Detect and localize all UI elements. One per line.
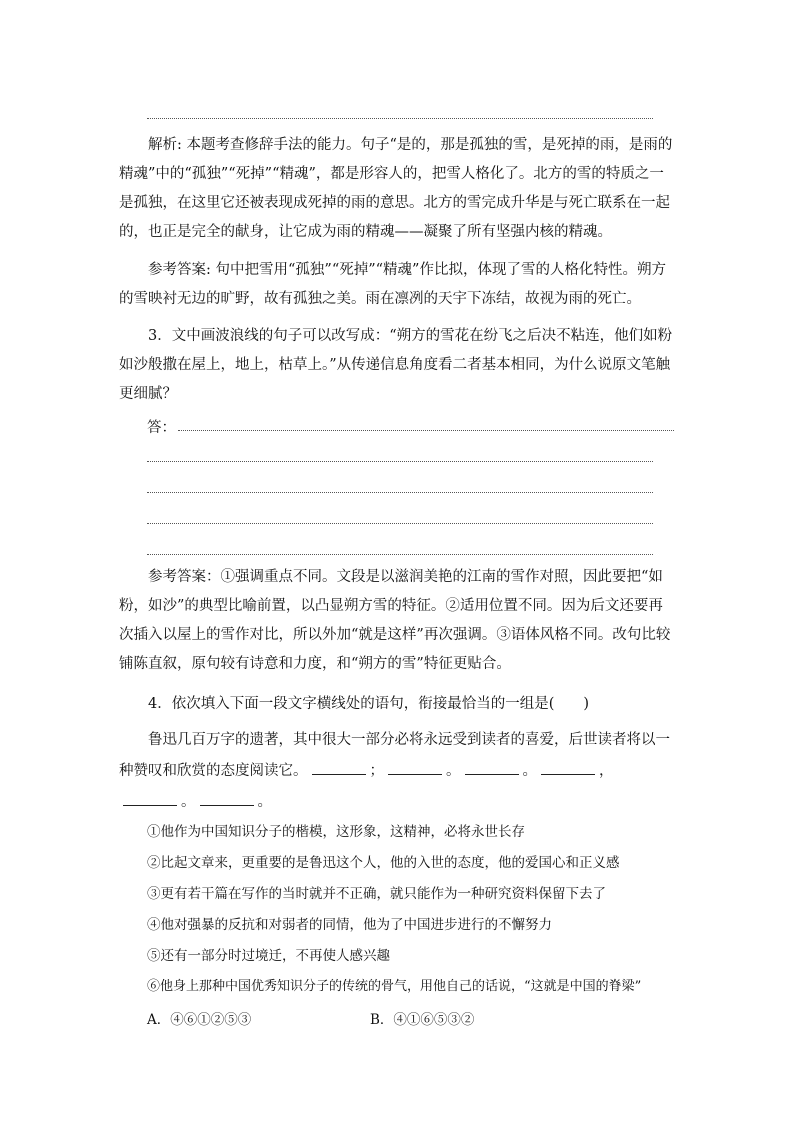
answer-label: 答：	[147, 420, 176, 436]
sep-4: ，	[599, 763, 614, 779]
sep-3: 。	[522, 763, 537, 779]
reference-answer-2	[119, 256, 675, 314]
option-1: ①他作为中国知识分子的楷模，这形象，这精神，必将永世长存	[147, 824, 525, 840]
question-4-stem: 4．依次填入下面一段文字横线处的语句，衔接最恰当的一组是( )	[148, 696, 590, 712]
blank-5[interactable]	[123, 804, 177, 806]
option-6: ⑥他身上那种中国优秀知识分子的传统的骨气，用他自己的话说，“这就是中国的脊梁”	[147, 979, 642, 994]
answer-line-4[interactable]	[147, 523, 653, 524]
blank-3[interactable]	[465, 773, 519, 775]
answer-line-1[interactable]	[178, 430, 674, 431]
option-5: ⑤还有一部分时过境迁，不再使人感兴趣	[147, 948, 390, 964]
blank-4[interactable]	[541, 773, 595, 775]
blank-6[interactable]	[200, 804, 254, 806]
choice-b[interactable]: B．④①⑥⑤③②	[370, 1012, 475, 1028]
blank-2[interactable]	[388, 773, 442, 775]
reference-answer-2-text: 参考答案: 句中把雪用“孤独”“死掉”“精魂”作比拟，体现了雪的人格化特性。朔方的雪映衬无边的旷野，故有孤独之美。雨在凛冽的天宇下冻结，故视为雨的死亡。	[119, 262, 666, 307]
question-3-text: 3．文中画波浪线的句子可以改写成：“朔方的雪花在纷飞之后决不粘连，他们如粉如沙般撒在屋上，地上，枯草上。”从传递信息角度看二者基本相同，为什么说原文笔触更细腻？	[119, 328, 673, 402]
reference-answer-3	[119, 563, 675, 679]
passage-text: 鲁迅几百万字的遗著，其中很大一部分必将永远受到读者的喜爱，后世读者将以一种赞叹和欣赏的态度阅读它。	[119, 732, 670, 779]
question-4	[119, 690, 675, 719]
question-3	[119, 322, 675, 409]
blank-1[interactable]	[312, 773, 366, 775]
sep-2: 。	[446, 763, 461, 779]
analysis-text: 解析: 本题考查修辞手法的能力。句子“是的，那是孤独的雪，是死掉的雨，是雨的精魂”中的“孤独”“死掉”“精魂”，都是形容人的，把雪人格化了。北方的雪的特质之一是孤独，在这里它还被表现成死掉的雨的意思。北方的雪完成升华是与死亡联系在一起的，也正是完全的献身，让它成为雨的精魂——凝聚了所有坚强内核的精魂。	[119, 137, 673, 240]
separator-line	[147, 118, 653, 119]
end-punct: 。	[257, 794, 272, 810]
question-4-passage	[119, 725, 675, 818]
answer-line-3[interactable]	[147, 492, 653, 493]
analysis-paragraph	[119, 131, 675, 247]
option-2: ②比起文章来，更重要的是鲁迅这个人，他的入世的态度，他的爱国心和正义感	[147, 855, 620, 871]
option-4: ④他对强暴的反抗和对弱者的同情，他为了中国进步进行的不懈努力	[147, 917, 552, 933]
sep-5: 。	[181, 794, 196, 810]
choice-a[interactable]: A．④⑥①②⑤③	[147, 1012, 252, 1028]
option-3: ③更有若干篇在写作的当时就并不正确，就只能作为一种研究资料保留下去了	[147, 886, 606, 902]
sep-1: ；	[369, 763, 384, 779]
answer-line-5[interactable]	[147, 554, 653, 555]
answer-line-2[interactable]	[147, 461, 653, 462]
reference-answer-3-text: 参考答案：①强调重点不同。文段是以滋润美艳的江南的雪作对照，因此要把“如粉，如沙”的典型比喻前置，以凸显朔方雪的特征。②适用位置不同。因为后文还要再次插入以屋上的雪作对比，所以外加“就是这样”再次强调。③语体风格不同。改句比较铺陈直叙，原句较有诗意和力度，和“朔方的雪”特征更贴合。	[119, 569, 671, 672]
